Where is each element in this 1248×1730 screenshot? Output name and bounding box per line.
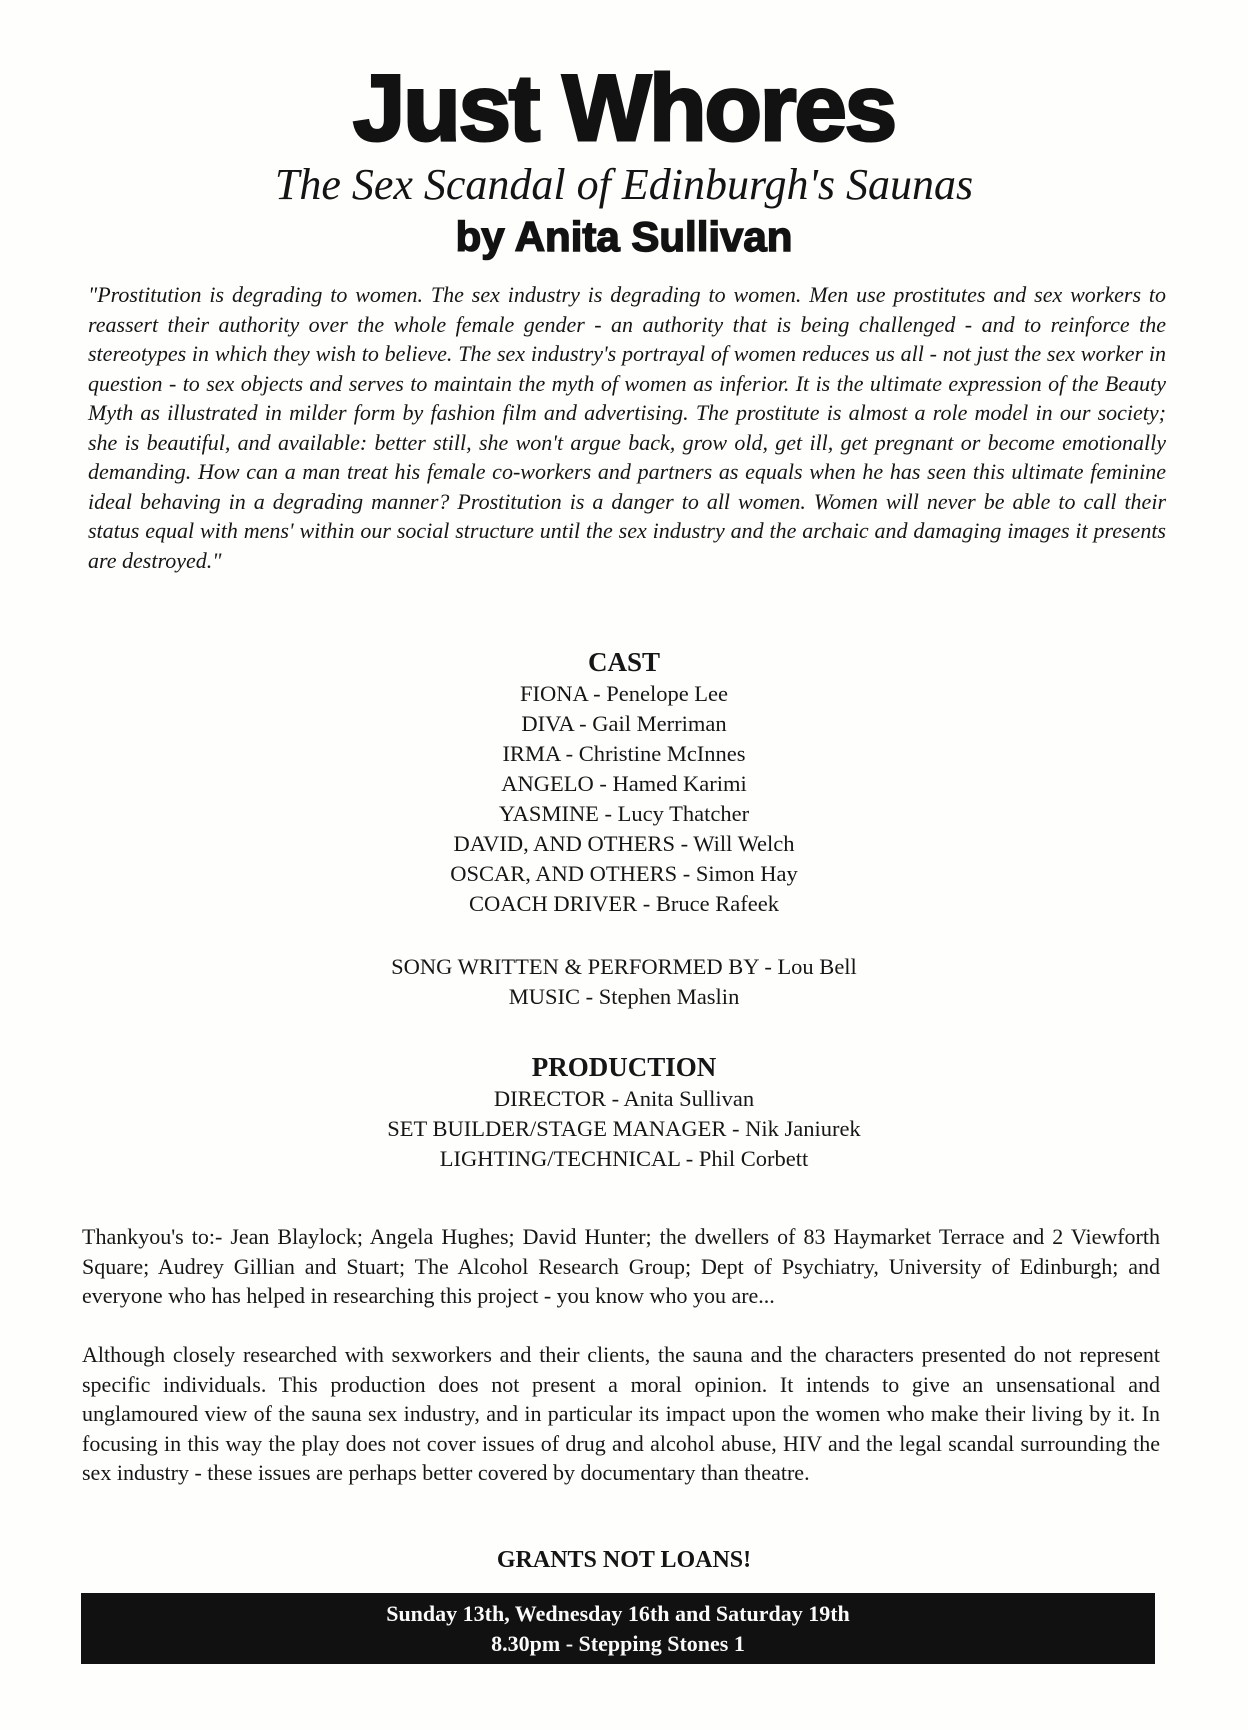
production-section bbox=[0, 1050, 1248, 1174]
production-credit: SET BUILDER/STAGE MANAGER - Nik Janiurek bbox=[387, 1116, 861, 1141]
production-credit: LIGHTING/TECHNICAL - Phil Corbett bbox=[439, 1146, 809, 1171]
intro-quote: "Prostitution is degrading to women. The sex industry is degrading to women. Men use prostitutes and sex workers to reassert their authority over the whole female gender - an authority that is being challenged - and to reinforce the stereotypes in which they wish to believe. The sex industry's portrayal of women reduces us all - not just the sex worker in question - to sex objects and serves to maintain the myth of women as inferior. It is the ultimate expression of the Beauty Myth as illustrated in milder form by fashion film and advertising. The prostitute is almost a role model in our society; she is beautiful, and available: better still, she won't argue back, grow old, get ill, get pregnant or become emotionally demanding. How can a man treat his female co-workers and partners as equals when he has seen this ultimate feminine ideal behaving in a degrading manner? Prostitution is a danger to all women. Women will never be able to call their status equal with mens' within our social structure until the sex industry and the archaic and damaging images it presents are destroyed." bbox=[88, 282, 1166, 573]
cast-member: YASMINE - Lucy Thatcher bbox=[498, 801, 750, 826]
cast-member: DAVID, AND OTHERS - Will Welch bbox=[453, 831, 795, 856]
cast-member: DIVA - Gail Merriman bbox=[521, 711, 727, 736]
performance-dates: Sunday 13th, Wednesday 16th and Saturday 19th bbox=[386, 1601, 850, 1626]
music-credit: SONG WRITTEN & PERFORMED BY - Lou Bell bbox=[391, 954, 857, 979]
author-byline: by Anita Sullivan bbox=[455, 213, 793, 260]
cast-member: OSCAR, AND OTHERS - Simon Hay bbox=[450, 861, 798, 886]
cast-member: COACH DRIVER - Bruce Rafeek bbox=[469, 891, 779, 916]
music-section bbox=[0, 952, 1248, 1012]
performance-time-venue: 8.30pm - Stepping Stones 1 bbox=[491, 1631, 745, 1656]
cast-member: IRMA - Christine McInnes bbox=[502, 741, 746, 766]
production-heading: PRODUCTION bbox=[531, 1052, 717, 1082]
play-subtitle: The Sex Scandal of Edinburgh's Saunas bbox=[274, 160, 974, 209]
cast-member: ANGELO - Hamed Karimi bbox=[501, 771, 747, 796]
cast-member: FIONA - Penelope Lee bbox=[519, 681, 729, 706]
cast-heading: CAST bbox=[587, 647, 661, 677]
thanks-paragraph: Thankyou's to:- Jean Blaylock; Angela Hughes; David Hunter; the dwellers of 83 Haymarket Terrace and 2 Viewforth Square; Audrey Gillian and Stuart; The Alcohol Research Group; Dept of Psychiatry, University of Edinburgh; and everyone who has helped in researching this project - you know who you are... bbox=[82, 1224, 1160, 1308]
performance-banner bbox=[81, 1593, 1155, 1664]
production-credit: DIRECTOR - Anita Sullivan bbox=[493, 1086, 755, 1111]
play-title: Just Whores bbox=[352, 55, 896, 160]
disclaimer-paragraph: Although closely researched with sexworkers and their clients, the sauna and the characters presented do not represent specific individuals. This production does not present a moral opinion. It intends to give an unsensational and unglamoured view of the sauna sex industry, and in particular its impact upon the women who make their living by it. In focusing in this way the play does not cover issues of drug and alcohol abuse, HIV and the legal scandal surrounding the sex industry - these issues are perhaps better covered by documentary than theatre. bbox=[82, 1342, 1160, 1485]
cast-section bbox=[0, 645, 1248, 919]
music-credit: MUSIC - Stephen Maslin bbox=[508, 984, 740, 1009]
slogan: GRANTS NOT LOANS! bbox=[496, 1547, 752, 1573]
